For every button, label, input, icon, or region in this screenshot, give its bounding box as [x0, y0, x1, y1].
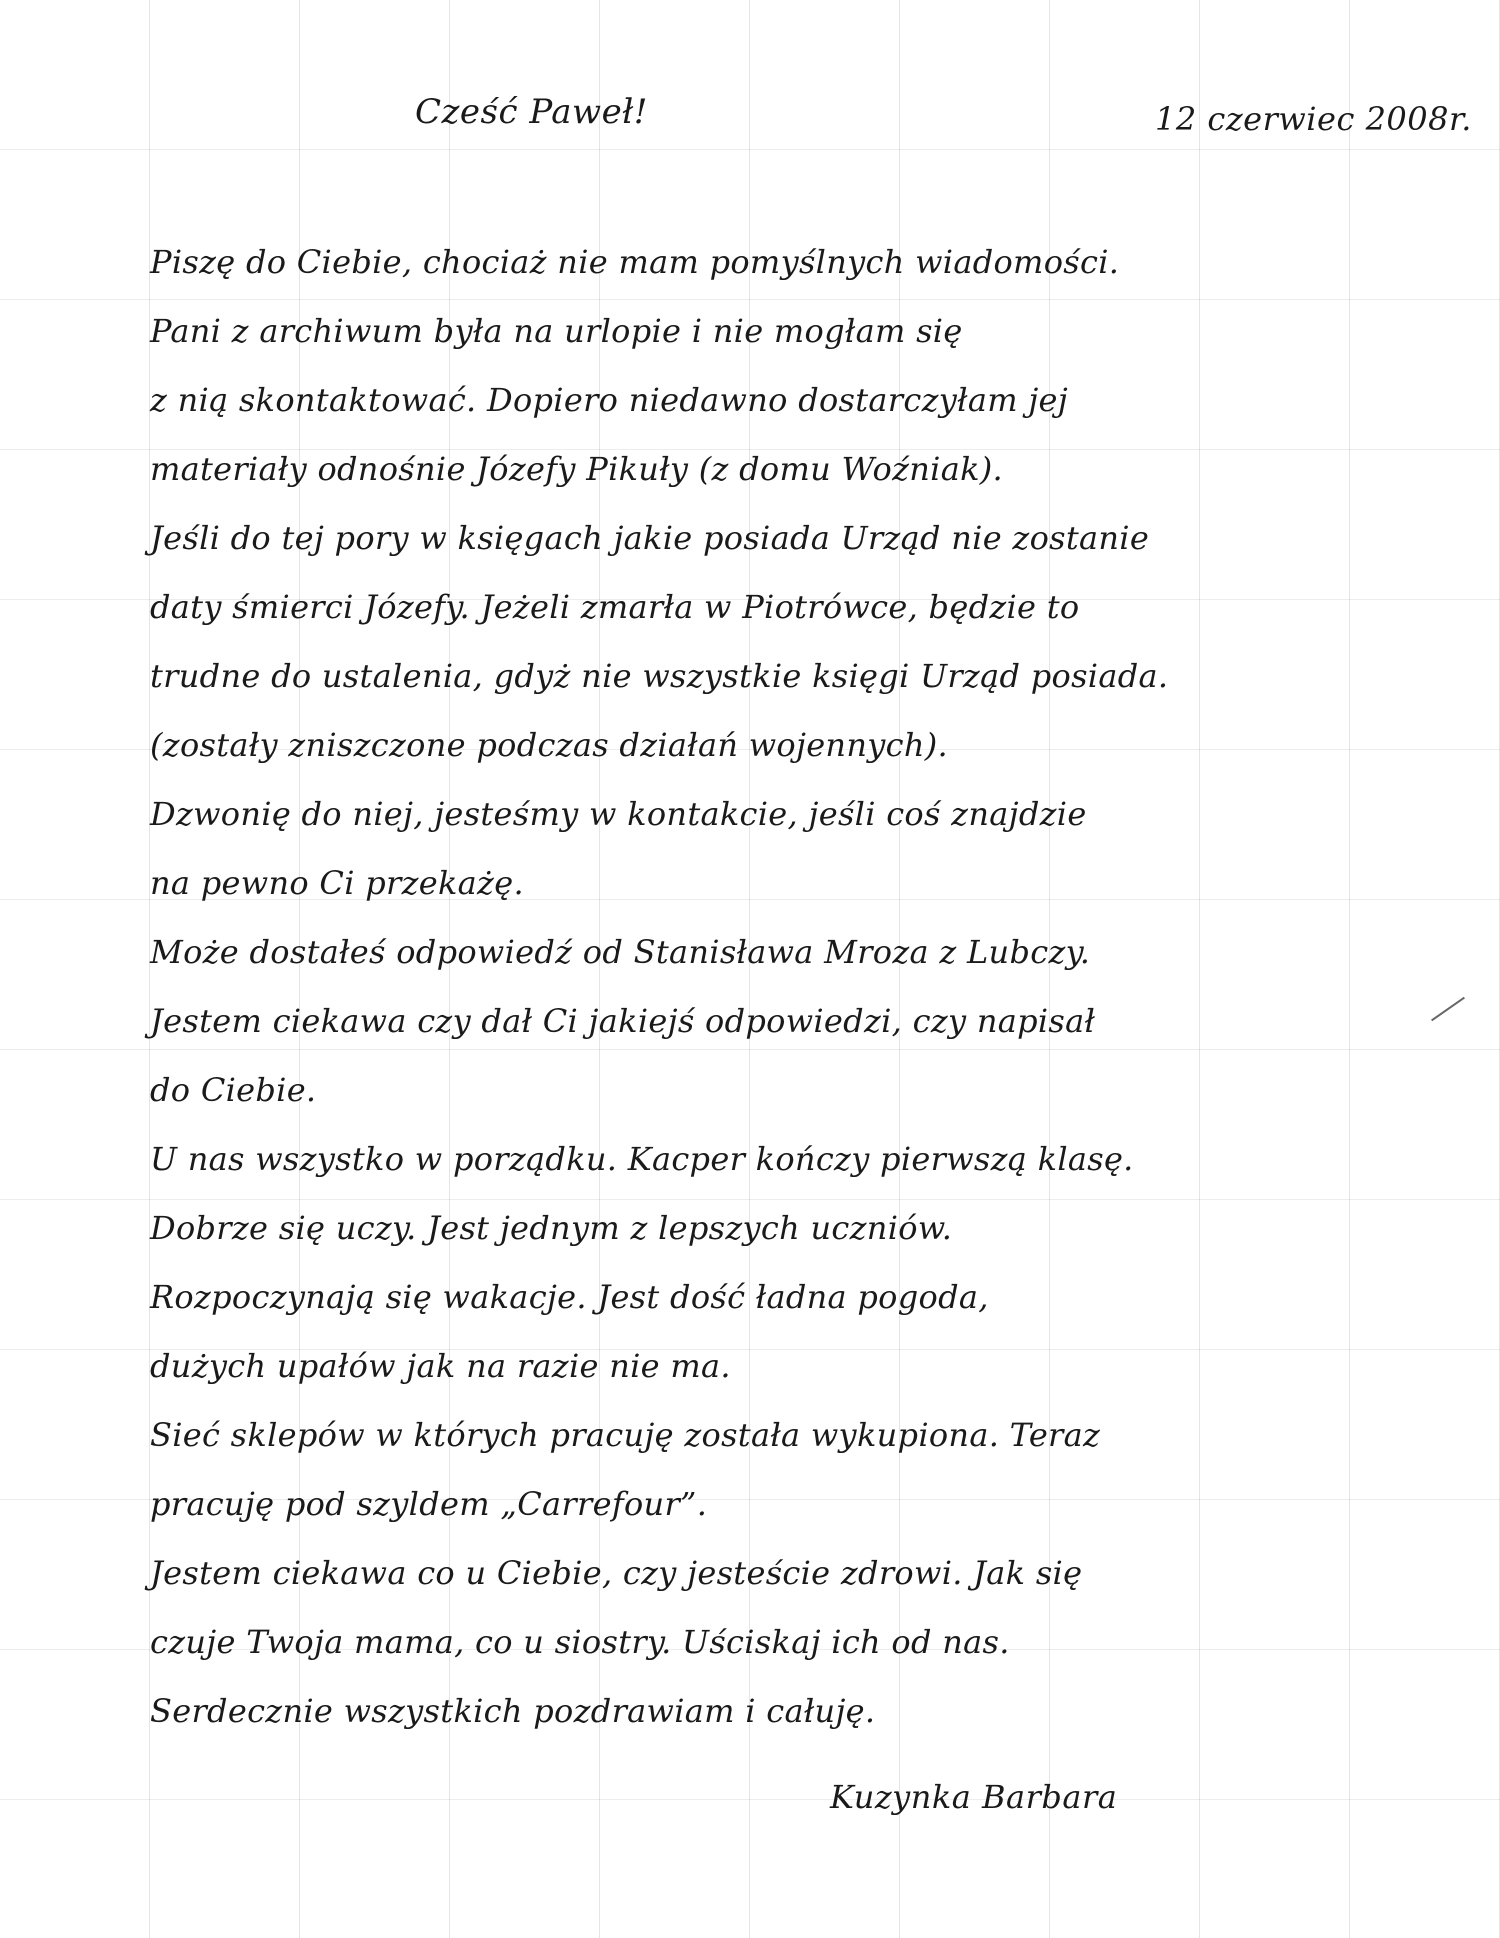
letter-line: U nas wszystko w porządku. Kacper kończy pierwszą klasę.: [150, 1140, 1134, 1178]
letter-line: materiały odnośnie Józefy Pikuły (z domu Woźniak).: [150, 450, 1004, 488]
letter-signature: Kuzynka Barbara: [830, 1778, 1118, 1816]
letter-line: do Ciebie.: [150, 1071, 317, 1109]
letter-line: (zostały zniszczone podczas działań wojennych).: [150, 726, 949, 764]
letter-line: Może dostałeś odpowiedź od Stanisława Mroza z Lubczy.: [150, 933, 1091, 971]
letter-line: dużych upałów jak na razie nie ma.: [150, 1347, 731, 1385]
letter-line: daty śmierci Józefy. Jeżeli zmarła w Piotrówce, będzie to: [150, 588, 1080, 626]
letter-line: Dobrze się uczy. Jest jednym z lepszych uczniów.: [150, 1209, 953, 1247]
letter-greeting: Cześć Paweł!: [415, 92, 648, 132]
letter-line: Jestem ciekawa czy dał Ci jakiejś odpowiedzi, czy napisał: [150, 1002, 1096, 1040]
letter-line: Sieć sklepów w których pracuję została wykupiona. Teraz: [150, 1416, 1101, 1454]
letter-line: pracuję pod szyldem „Carrefour”.: [150, 1485, 708, 1523]
letter-line: Piszę do Ciebie, chociaż nie mam pomyślnych wiadomości.: [150, 243, 1120, 281]
letter-line: Pani z archiwum była na urlopie i nie mogłam się: [150, 312, 963, 350]
letter-date: 12 czerwiec 2008r.: [1155, 100, 1472, 138]
letter-line: czuje Twoja mama, co u siostry. Uściskaj ich od nas.: [150, 1623, 1010, 1661]
letter-line: Jeśli do tej pory w księgach jakie posiada Urząd nie zostanie: [150, 519, 1150, 557]
letter-line: trudne do ustalenia, gdyż nie wszystkie księgi Urząd posiada.: [150, 657, 1169, 695]
letter-line: Serdecznie wszystkich pozdrawiam i całuję.: [150, 1692, 876, 1730]
stray-pen-mark: [1431, 997, 1465, 1022]
letter-line: Rozpoczynają się wakacje. Jest dość ładna pogoda,: [150, 1278, 989, 1316]
letter-body: [150, 228, 1168, 1746]
letter-line: Dzwonię do niej, jesteśmy w kontakcie, jeśli coś znajdzie: [150, 795, 1087, 833]
letter-line: z nią skontaktować. Dopiero niedawno dostarczyłam jej: [150, 381, 1069, 419]
letter-line: Jestem ciekawa co u Ciebie, czy jesteście zdrowi. Jak się: [150, 1554, 1083, 1592]
letter-line: na pewno Ci przekażę.: [150, 864, 524, 902]
